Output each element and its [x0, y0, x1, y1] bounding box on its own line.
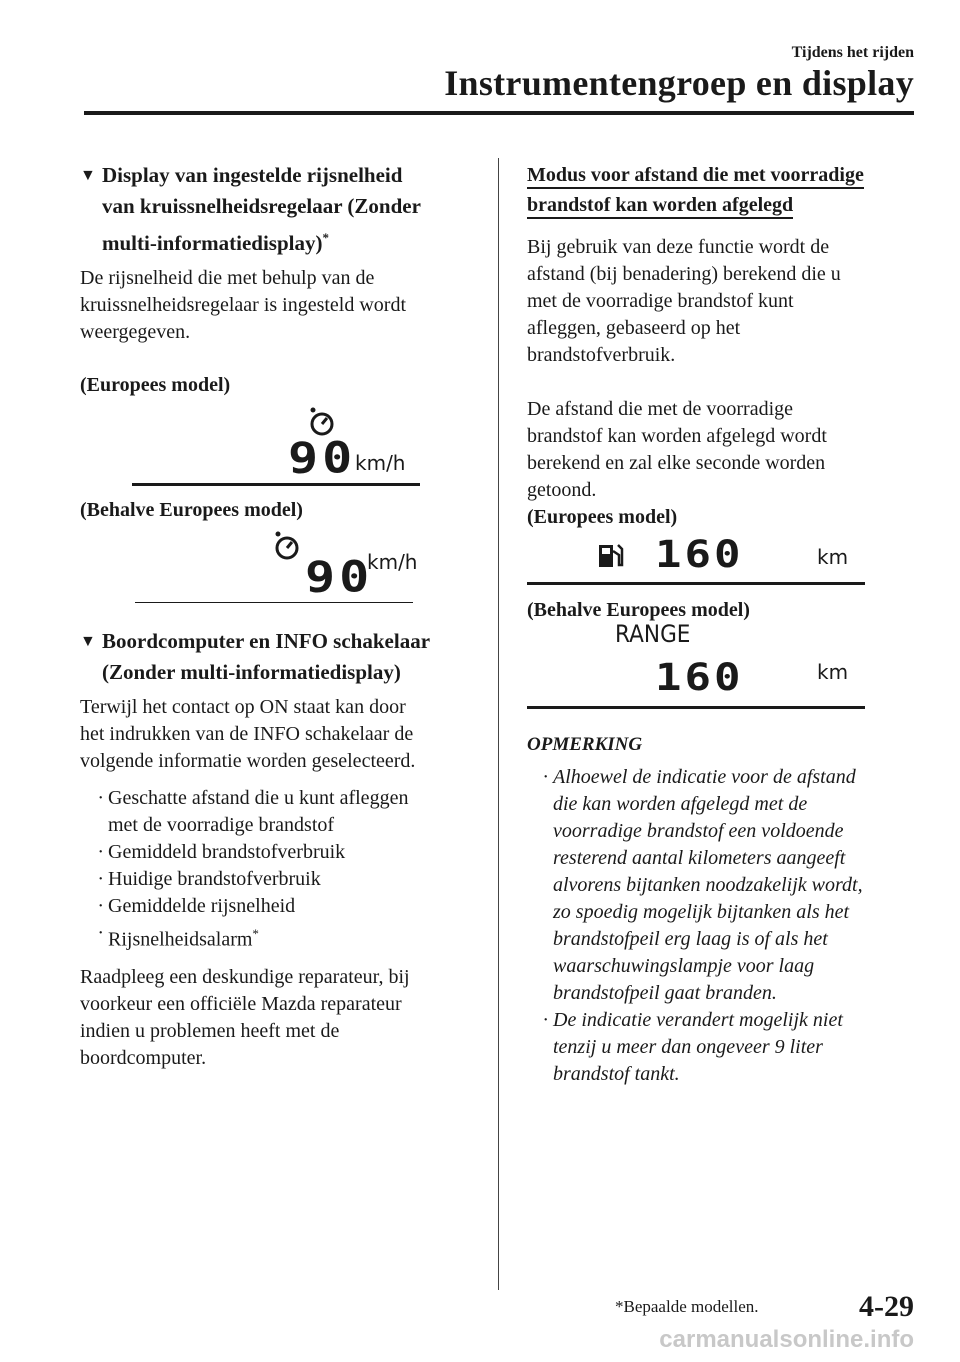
display-baseline — [527, 582, 865, 585]
note-item: · De indicatie verandert mogelijk niet tenzij u meer dan ongeveer 9 liter brandstof tankt. — [527, 1007, 917, 1088]
range-unit: km — [817, 660, 849, 684]
display-baseline — [135, 602, 413, 603]
range-value: 160 — [655, 532, 744, 577]
list-item: · Rijsnelheidsalarm* — [97, 922, 259, 951]
note-line: voorradige brandstof een voldoende — [553, 820, 844, 842]
page-number: 4-29 — [859, 1290, 914, 1323]
body-line: afleggen, gebaseerd op het — [527, 317, 741, 339]
note-line: brandstof tankt. — [553, 1063, 680, 1085]
body-line: getoond. — [527, 479, 597, 501]
range-value: 160 — [655, 655, 744, 700]
note-line: die kan worden afgelegd met de — [553, 793, 808, 815]
fuel-pump-icon — [597, 539, 625, 571]
footnote-marker: * — [322, 230, 329, 245]
note-line: brandstofpeil erg laag is of als het — [553, 928, 828, 950]
set-speed-value: 90 — [288, 433, 357, 483]
left-column — [80, 160, 475, 1072]
header-section: Tijdens het rijden — [791, 44, 914, 61]
body-line: berekend en zal elke seconde worden — [527, 452, 826, 474]
body-line: voorkeur een officiële Mazda reparateur — [80, 992, 402, 1015]
display-baseline — [132, 483, 420, 486]
note-line: De indicatie verandert mogelijk niet — [553, 1009, 843, 1031]
display-baseline — [527, 706, 865, 709]
right-column — [527, 160, 917, 1088]
label-european-model: (Europees model) — [80, 374, 231, 396]
list-item-text: Rijsnelheidsalarm — [108, 928, 253, 951]
range-unit: km — [817, 545, 849, 569]
cruise-speed-icon — [270, 528, 304, 562]
heading-line: (Zonder multi-informatiedisplay) — [102, 660, 401, 684]
note-line: alvorens bijtanken noodzakelijk wordt, — [553, 874, 863, 896]
heading-line: Boordcomputer en INFO schakelaar — [102, 629, 431, 653]
section-heading-cruise-display — [80, 160, 475, 259]
note-title: OPMERKING — [527, 734, 643, 755]
body-line: De rijsnelheid die met behulp van de — [80, 267, 375, 289]
body-line: De afstand die met de voorradige — [527, 398, 794, 420]
header-rule — [84, 111, 914, 115]
range-display-other — [527, 620, 917, 714]
body-line: brandstof kan worden afgelegd wordt — [527, 425, 827, 447]
note-line: brandstofpeil gaat branden. — [553, 982, 777, 1004]
speed-unit: km/h — [367, 550, 418, 574]
list-item-text: Gemiddelde rijsnelheid — [108, 895, 296, 917]
heading-line: Display van ingestelde rijsnelheid — [102, 163, 403, 187]
page-title: Instrumentengroep en display — [444, 63, 914, 103]
list-item-text: Geschatte afstand die u kunt afleggen — [108, 787, 409, 809]
section-heading-trip-computer — [80, 626, 475, 688]
list-item: · Huidige brandstofverbruik — [80, 866, 475, 893]
body-line: Raadpleeg een deskundige reparateur, bij — [80, 965, 410, 988]
note-line: waarschuwingslampje voor laag — [553, 955, 815, 977]
list-item: · Gemiddelde rijsnelheid — [80, 893, 475, 920]
label-european-model: (Europees model) — [527, 506, 678, 528]
footnote-marker: * — [252, 926, 259, 941]
range-label: RANGE — [615, 620, 691, 648]
label-other-model: (Behalve Europees model) — [80, 499, 303, 521]
note-line: zo spoedig mogelijk bijtanken als het — [553, 901, 850, 923]
triangle-bullet-icon: ▼ — [80, 167, 96, 184]
note-line: resterend aantal kilometers aangeeft — [553, 847, 846, 869]
heading-line: Modus voor afstand die met voorradige — [527, 164, 864, 189]
body-line: indien u problemen heeft met de — [80, 1019, 340, 1042]
heading-line: brandstof kan worden afgelegd — [527, 194, 793, 219]
note-line: Alhoewel de indicatie voor de afstand — [553, 766, 856, 788]
body-line: volgende informatie worden geselecteerd. — [80, 750, 416, 772]
body-line: afstand (bij benadering) berekend die u — [527, 263, 841, 285]
footnote: *Bepaalde modellen. — [615, 1297, 759, 1316]
body-line: het indrukken van de INFO schakelaar de — [80, 723, 414, 745]
triangle-bullet-icon: ▼ — [80, 633, 96, 650]
list-item-text: met de voorradige brandstof — [108, 814, 335, 836]
speed-unit: km/h — [355, 451, 406, 475]
set-speed-value: 90 — [305, 552, 374, 602]
body-line: met de voorradige brandstof kunt — [527, 290, 794, 312]
watermark: carmanualsonline.info — [659, 1326, 914, 1353]
body-line: kruissnelheidsregelaar is ingesteld wordt — [80, 294, 407, 316]
heading-line: multi-informatiedisplay) — [102, 231, 323, 255]
list-item-text: Gemiddeld brandstofverbruik — [108, 841, 346, 863]
note-line: tenzij u meer dan ongeveer 9 liter — [553, 1036, 823, 1058]
heading-line: van kruissnelheidsregelaar (Zonder — [102, 194, 421, 218]
column-divider — [498, 158, 499, 1290]
list-item-text: Huidige brandstofverbruik — [108, 868, 321, 890]
cruise-display-other — [80, 524, 475, 608]
range-display-eu — [527, 531, 917, 587]
list-item: · Gemiddeld brandstofverbruik — [80, 839, 475, 866]
list-item: · Geschatte afstand die u kunt afleggen met de voorradige brandstof — [80, 785, 475, 839]
body-line: Terwijl het contact op ON staat kan door — [80, 696, 406, 718]
body-line: weergegeven. — [80, 321, 191, 343]
subsection-heading — [527, 160, 917, 220]
body-line: boordcomputer. — [80, 1046, 207, 1069]
body-line: brandstofverbruik. — [527, 344, 676, 366]
body-line: Bij gebruik van deze functie wordt de — [527, 236, 830, 258]
label-other-model: (Behalve Europees model) — [527, 599, 750, 621]
note-item: · Alhoewel de indicatie voor de afstand die kan worden afgelegd met de voorradige brandstof een voldoende resterend aantal kilometers aangeeft alvorens bijtanken noodzakelijk wordt, zo spoedig mogelijk bijtanken als het brandstofpeil erg laag is of als het waarschuwingslampje voor laag brandstofpeil gaat branden. — [527, 764, 917, 1007]
cruise-display-eu — [80, 399, 475, 491]
